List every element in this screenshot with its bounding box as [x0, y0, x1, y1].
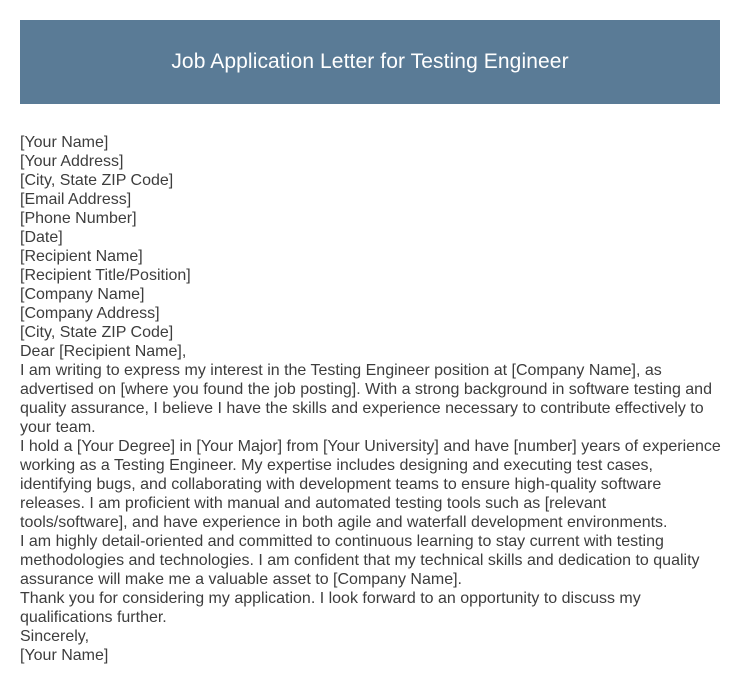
closing: Sincerely, [20, 628, 90, 645]
paragraph-line: methodologies and technologies. I am confident that my technical skills and dedication to quality [20, 552, 700, 569]
letter-header [20, 20, 720, 104]
recipient-name: [Recipient Name] [20, 248, 143, 265]
letter-body [20, 133, 720, 665]
paragraph-line: identifying bugs, and collaborating with development teams to ensure high-quality software [20, 476, 662, 493]
paragraph-line: working as a Testing Engineer. My expertise includes designing and executing test cases, [20, 457, 653, 474]
paragraph-line: assurance will make me a valuable asset to [Company Name]. [20, 571, 462, 588]
page-title: Job Application Letter for Testing Engineer [171, 50, 569, 73]
sender-block [20, 133, 720, 247]
paragraph-line: I hold a [Your Degree] in [Your Major] from [Your University] and have [number] years of experience [20, 438, 721, 455]
sender-phone: [Phone Number] [20, 210, 137, 227]
paragraph-line: your team. [20, 419, 96, 436]
paragraph-line: Thank you for considering my application. I look forward to an opportunity to discuss my [20, 590, 641, 607]
paragraph-line: tools/software], and have experience in both agile and waterfall development environments. [20, 514, 668, 531]
paragraph-thanks [20, 589, 720, 627]
signature-name: [Your Name] [20, 647, 109, 664]
paragraph-line: I am writing to express my interest in the Testing Engineer position at [Company Name], as [20, 362, 662, 379]
salutation: Dear [Recipient Name], [20, 343, 187, 360]
sender-name: [Your Name] [20, 134, 109, 151]
paragraph-line: qualifications further. [20, 609, 167, 626]
sender-address: [Your Address] [20, 153, 124, 170]
paragraph-line: advertised on [where you found the job posting]. With a strong background in software testing and [20, 381, 712, 398]
paragraph-intro [20, 361, 720, 437]
recipient-block [20, 247, 720, 342]
recipient-title: [Recipient Title/Position] [20, 267, 191, 284]
recipient-city-state-zip: [City, State ZIP Code] [20, 324, 174, 341]
sender-email: [Email Address] [20, 191, 132, 208]
paragraph-experience [20, 437, 720, 532]
paragraph-line: quality assurance, I believe I have the skills and experience necessary to contribute effectively to [20, 400, 704, 417]
recipient-address: [Company Address] [20, 305, 160, 322]
paragraph-qualities [20, 532, 720, 589]
recipient-company: [Company Name] [20, 286, 145, 303]
sender-city-state-zip: [City, State ZIP Code] [20, 172, 174, 189]
paragraph-line: I am highly detail-oriented and committed to continuous learning to stay current with testing [20, 533, 664, 550]
letter-date: [Date] [20, 229, 63, 246]
paragraph-line: releases. I am proficient with manual and automated testing tools such as [relevant [20, 495, 607, 512]
